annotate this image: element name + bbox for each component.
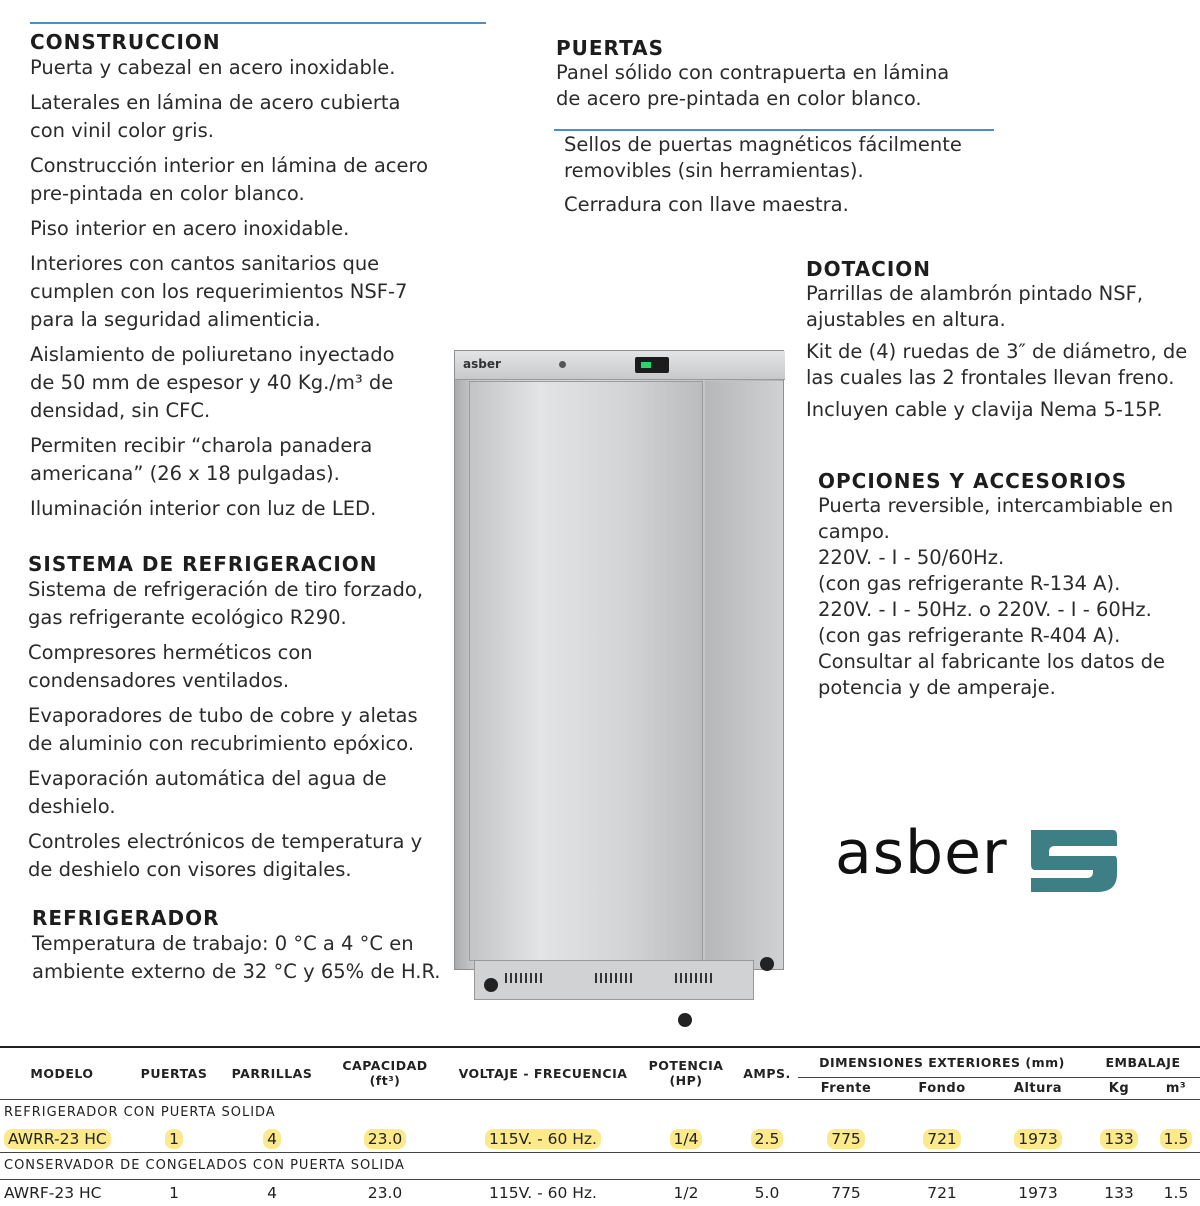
cell-modelo: AWRR-23 HC [4,1129,111,1149]
list-item: Compresores herméticos con condensadores ventilados. [28,641,313,692]
list-item: Kit de (4) ruedas de 3″ de diámetro, de las cuales las 2 frontales llevan freno. [806,340,1188,389]
cell-altura: 1973 [1014,1129,1061,1149]
list-item: Iluminación interior con luz de LED. [30,497,377,520]
cell-amps: 5.0 [754,1183,780,1202]
section-puertas [556,36,1016,112]
col-header-dimensiones: DIMENSIONES EXTERIORES (mm) [798,1047,1086,1077]
section-opciones [818,469,1200,701]
list-item: Laterales en lámina de acero cubierta con vinil color gris. [30,91,401,142]
col-header-puertas: PUERTAS [140,1065,208,1081]
construccion-title: CONSTRUCCION [30,30,221,54]
col-header-embalaje: EMBALAJE [1086,1047,1200,1077]
list-item: Interiores con cantos sanitarios que cumplen con los requerimientos NSF-7 para la seguridad alimenticia. [30,252,408,331]
wheel-icon [484,978,498,992]
col-header-kg: Kg [1108,1080,1130,1096]
wheel-icon [760,957,774,971]
cell-altura: 1973 [1018,1183,1058,1202]
list-item: Temperatura de trabajo: 0 °C a 4 °C en ambiente externo de 32 °C y 65% de H.R. [32,932,441,983]
vent-icon [505,973,545,983]
cell-puertas: 1 [169,1183,179,1202]
wheel-icon [678,1013,692,1027]
vent-icon [675,973,715,983]
refrigerador-list [32,930,472,986]
opciones-title: OPCIONES Y ACCESORIOS [818,469,1128,493]
asber-logo [835,818,1125,896]
list-item: Sistema de refrigeración de tiro forzado, gas refrigerante ecológico R290. [28,578,424,629]
logo-wordmark: asber [835,818,1008,888]
cell-potencia: 1/2 [673,1183,699,1202]
col-header-parrillas: PARRILLAS [231,1065,313,1081]
section-refrigerador [32,906,472,993]
col-header-altura: Altura [1013,1080,1063,1096]
col-header-m3: m³ [1165,1080,1187,1096]
list-item: Permiten recibir “charola panadera americana” (26 x 18 pulgadas). [30,434,373,485]
cell-parrillas: 4 [267,1183,277,1202]
list-item: Incluyen cable y clavija Nema 5-15P. [806,398,1163,421]
list-item: Parrillas de alambrón pintado NSF, ajustables en altura. [806,282,1144,331]
specifications-table [0,1046,1200,1206]
col-header-fondo: Fondo [918,1080,966,1096]
col-header-modelo: MODELO [30,1065,94,1081]
list-item: Piso interior en acero inoxidable. [30,217,350,240]
list-item: Construcción interior en lámina de acero pre-pintada en color blanco. [30,154,429,205]
fridge-base [474,960,754,1000]
refrigerator-image [454,350,784,1040]
cell-capacidad: 23.0 [367,1183,403,1202]
refrigeracion-list [28,576,468,884]
dotacion-list [806,281,1200,423]
cell-m3: 1.5 [1163,1183,1189,1202]
puertas-more [564,132,1004,218]
section-row-refrigerador: REFRIGERADOR CON PUERTA SOLIDA [0,1099,1200,1126]
list-item: Puerta y cabezal en acero inoxidable. [30,56,396,79]
col-header-amps: AMPS. [743,1065,791,1081]
lock-icon [559,361,566,368]
asber-mark-icon [1027,826,1119,896]
puertas-item-1: Panel sólido con contrapuerta en lámina de acero pre-pintada en color blanco. [556,61,950,110]
temperature-display-icon [635,357,669,373]
section-row-conservador: CONSERVADOR DE CONGELADOS CON PUERTA SOLIDA [0,1152,1200,1179]
col-header-capacidad: CAPACIDAD (ft³) [342,1058,428,1089]
col-header-potencia: POTENCIA (HP) [648,1058,724,1089]
cell-frente: 775 [831,1183,861,1202]
vent-icon [595,973,635,983]
cell-voltaje: 115V. - 60 Hz. [485,1129,601,1149]
cell-fondo: 721 [927,1183,957,1202]
puertas-title: PUERTAS [556,36,665,60]
opciones-text: Puerta reversible, intercambiable en campo. 220V. - I - 50/60Hz. (con gas refrigerante R-134 A). 220V. - I - 50Hz. o 220V. - I - 60Hz. (con gas refrigerante R-404 A). Consultar al fabricante los datos de potencia y de amperaje. [818,494,1174,699]
cell-capacidad: 23.0 [364,1129,407,1149]
fridge-header-panel [455,351,785,380]
puertas-item-2: Sellos de puertas magnéticos fácilmente removibles (sin herramientas). [564,133,962,182]
list-item: Controles electrónicos de temperatura y de deshielo con visores digitales. [28,830,423,881]
cell-m3: 1.5 [1160,1129,1193,1149]
refrigerador-title: REFRIGERADOR [32,906,220,930]
list-item: Aislamiento de poliuretano inyectado de 50 mm de espesor y 40 Kg./m³ de densidad, sin CFC. [30,343,395,422]
refrigeracion-title: SISTEMA DE REFRIGERACION [28,552,378,576]
construccion-list [30,54,470,523]
dotacion-title: DOTACION [806,257,932,281]
section-refrigeracion [28,552,468,891]
cell-voltaje: 115V. - 60 Hz. [489,1183,597,1202]
cell-modelo: AWRF-23 HC [4,1183,102,1202]
cell-frente: 775 [827,1129,865,1149]
fridge-door [469,381,703,961]
table-row-awrf [0,1179,1200,1206]
table-row-awrr [0,1126,1200,1153]
list-item: Evaporación automática del agua de deshielo. [28,767,387,818]
list-item: Evaporadores de tubo de cobre y aletas de aluminio con recubrimiento epóxico. [28,704,418,755]
cell-kg: 133 [1100,1129,1138,1149]
fridge-side-panel [705,381,783,969]
cell-kg: 133 [1104,1183,1134,1202]
col-header-frente: Frente [820,1080,872,1096]
section-dotacion [806,257,1200,429]
cell-potencia: 1/4 [670,1129,703,1149]
cell-puertas: 1 [165,1129,183,1149]
divider-puertas [554,129,994,131]
cell-parrillas: 4 [263,1129,281,1149]
fridge-brand-label: asber [463,357,501,371]
divider-construccion [30,22,486,24]
cell-fondo: 721 [923,1129,961,1149]
col-header-voltaje: VOLTAJE - FRECUENCIA [458,1065,628,1081]
cell-amps: 2.5 [751,1129,784,1149]
section-construccion [30,30,470,530]
puertas-item-3: Cerradura con llave maestra. [564,193,849,216]
